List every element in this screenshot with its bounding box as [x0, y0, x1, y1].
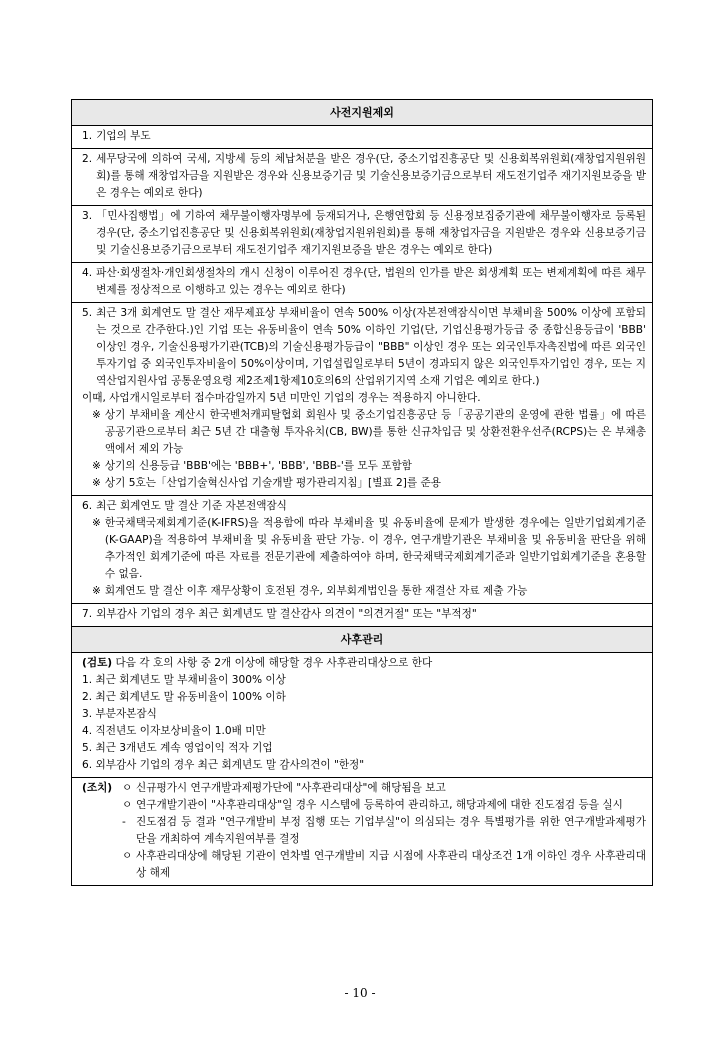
item-number: 4. [82, 267, 93, 279]
item-extra: 이때, 사업개시일로부터 접수마감일까지 5년 미만인 기업의 경우는 적용하지 아니한다. [82, 392, 481, 404]
review-item: 4. 직전년도 이자보상비율이 1.0배 미만 [82, 725, 266, 737]
note-mark: ※ [92, 517, 101, 529]
bullet-mark: ㅇ [122, 782, 133, 794]
item-text: 최근 회계연도 말 결산 기준 자본전액잠식 [96, 500, 287, 512]
note-text: 상기 부채비율 계산시 한국벤처캐피탈협회 회원사 및 중소기업진흥공단 등「공공기관의 운영에 관한 법률」에 따른 공공기관으로부터 최근 5년 간 대출형 투자유치(CB, BW)를 통한 신규차입금 및 상환전환우선주(RCPS)는 은 부채총액에서 제외 가능 [104, 409, 646, 455]
review-text: 다음 각 호의 사항 중 2개 이상에 해당할 경우 사후관리대상으로 한다 [115, 657, 433, 669]
bullet-mark: ㅇ [122, 850, 133, 862]
item-number: 1. [82, 130, 93, 142]
exclusion-item-2 [72, 148, 652, 205]
exclusion-item-4 [72, 262, 652, 302]
item-body: 최근 3개 회계연도 말 결산 재무제표상 부채비율이 연속 500% 이상(자본전액잠식이면 부채비율 500% 이상에 포함되는 것으로 간주한다.)인 기업 또는 유동비율이 연속 50% 이하인 기업(단, 기업신용평가등급 중 종합신용등급이 'BBB' 이상인 경우, 기술신용평가기관(TCB)의 기술신용평가등급이 "BBB" 이상인 경우 또는 외국인투자촉진법에 따른 외국인투자기업 중 외국인투자비율이 50%이상이며, 기업설립일로부터 5년이 경과되지 않은 외국인투자기업인 경우, 또는 지역산업지원사업 공통운영요령 제2조제1항제10호의6의 산업위기지역 소재 기업은 예외로 한다.) [96, 307, 646, 387]
criteria-table [71, 99, 653, 886]
action-label: (조치) [82, 782, 113, 794]
review-item: 3. 부분자본잠식 [82, 708, 157, 720]
review-item: 1. 최근 회계년도 말 부채비율이 300% 이상 [82, 674, 286, 686]
item-text [96, 305, 646, 390]
page-number: - 10 - [344, 986, 376, 1000]
note-mark: ※ [92, 409, 101, 421]
item-text: 세무당국에 의하여 국세, 지방세 등의 체납처분을 받은 경우(단, 중소기업진흥공단 및 신용회복위원회(재창업지원위원회)를 통해 재창업자금을 지원받은 경우와 신용보증기금 및 기술신용보증기금으로부터 재도전기업주 재기지원보증을 받은 경우는 예외로 한다) [96, 153, 646, 199]
action-text: 신규평가시 연구개발과제평가단에 "사후관리대상"에 해당됨을 보고 [136, 782, 446, 794]
note-text: 한국채택국제회계기준(K-IFRS)을 적용함에 따라 부채비율 및 유동비율에 문제가 발생한 경우에는 일반기업회계기준(K-GAAP)을 적용하여 부채비율 및 유동비율 판단 가능. 이 경우, 연구개발기관은 부채비율 및 유동비율 판단을 위해 추가적인 회계기준에 따른 자료를 전문기관에 제출하여야 하며, 한국채택국제회계기준과 일반기업회계기준을 혼용할 수 없음. [104, 517, 646, 580]
exclusion-item-1 [72, 125, 652, 148]
item-text: 기업의 부도 [96, 130, 151, 142]
action-item [122, 797, 646, 814]
bullet-mark: ㅇ [122, 799, 133, 811]
note [82, 407, 646, 458]
item-number: 7. [82, 608, 93, 620]
note [82, 458, 646, 475]
action-list [122, 780, 646, 882]
action-text: 연구개발기관이 "사후관리대상"일 경우 시스템에 등록하여 관리하고, 해당과제에 대한 진도점검 등을 실시 [136, 799, 623, 811]
action-section [72, 777, 652, 885]
review-item: 2. 최근 회계년도 말 유동비율이 100% 이하 [82, 691, 286, 703]
exclusion-item-3 [72, 205, 652, 262]
exclusion-item-7 [72, 603, 652, 626]
review-item: 5. 최근 3개년도 계속 영업이익 적자 기업 [82, 742, 273, 754]
postmgmt-header: 사후관리 [72, 626, 652, 652]
item-number: 2. [82, 153, 93, 165]
exclusion-item-6 [72, 495, 652, 603]
item-text: 「민사집행법」에 기하여 채무불이행자명부에 등재되거나, 은행연합회 등 신용정보집중기관에 채무불이행자로 등록된 경우(단, 중소기업진흥공단 및 신용회복위원회(재창업지원위원회)를 통해 재창업자금을 지원받은 경우와 신용보증기금 및 기술신용보증기금으로부터 재도전기업주 재기지원보증을 받은 경우는 예외로 한다) [96, 210, 646, 256]
exclusion-header: 사전지원제외 [72, 100, 652, 125]
review-label: (검토) [82, 657, 113, 669]
dash-mark: - [122, 816, 126, 828]
note-text: 상기의 신용등급 'BBB'에는 'BBB+', 'BBB', 'BBB-'를 모두 포함함 [104, 460, 412, 472]
note-text: 회계연도 말 결산 이후 재무상황이 호전된 경우, 외부회계법인을 통한 재결산 자료 제출 가능 [104, 585, 528, 597]
action-item [122, 848, 646, 882]
action-item [122, 814, 646, 848]
action-text: 사후관리대상에 해당된 기관이 연차별 연구개발비 지급 시점에 사후관리 대상조건 1개 이하인 경우 사후관리대상 해제 [136, 850, 646, 879]
review-section [72, 652, 652, 777]
note-mark: ※ [92, 585, 101, 597]
action-text: 진도점검 등 결과 "연구개발비 부정 집행 또는 기업부실"이 의심되는 경우 특별평가를 위한 연구개발과제평가단을 개최하여 계속지원여부를 결정 [136, 816, 646, 845]
note [82, 515, 646, 583]
exclusion-item-5 [72, 302, 652, 495]
item-text: 파산·회생절차·개인회생절차의 개시 신청이 이루어진 경우(단, 법원의 인가를 받은 회생계획 또는 변제계획에 따른 채무변제를 정상적으로 이행하고 있는 경우는 예외로 한다) [96, 267, 646, 296]
note-text: 상기 5호는「산업기술혁신사업 기술개발 평가관리지침」[별표 2]를 준용 [104, 477, 441, 489]
item-number: 5. [82, 307, 93, 319]
note-mark: ※ [92, 460, 101, 472]
item-text: 외부감사 기업의 경우 최근 회계년도 말 결산감사 의견이 "의견거절" 또는 "부적정" [96, 608, 477, 620]
item-number: 3. [82, 210, 93, 222]
action-item [122, 780, 646, 797]
note [82, 583, 646, 600]
note-mark: ※ [92, 477, 101, 489]
note [82, 475, 646, 492]
item-number: 6. [82, 500, 93, 512]
review-item: 6. 외부감사 기업의 경우 최근 회계년도 말 감사의견이 "한정" [82, 759, 365, 771]
